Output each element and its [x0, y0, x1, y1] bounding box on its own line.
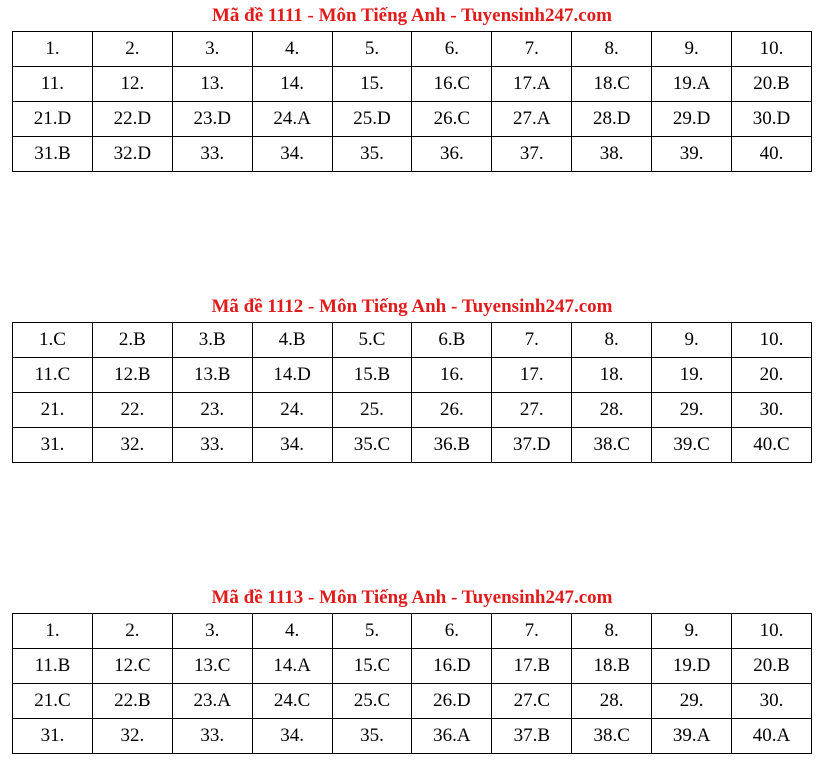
answer-cell: 32. — [92, 428, 172, 463]
section-title: Mã đề 1112 - Môn Tiếng Anh - Tuyensinh247.com — [211, 296, 613, 317]
answer-cell: 37. — [492, 137, 572, 172]
answer-cell: 27. — [492, 393, 572, 428]
answer-cell: 14. — [252, 67, 332, 102]
answer-cell: 13.C — [172, 649, 252, 684]
answer-cell: 31. — [13, 719, 93, 754]
table-row — [13, 102, 812, 137]
table-row — [13, 358, 812, 393]
answer-cell: 15.C — [332, 649, 412, 684]
answer-cell: 12.B — [92, 358, 172, 393]
table-row — [13, 32, 812, 67]
answer-cell: 3. — [172, 32, 252, 67]
answer-cell: 9. — [652, 614, 732, 649]
answer-cell: 28. — [572, 684, 652, 719]
answer-cell: 34. — [252, 428, 332, 463]
answer-cell: 30.D — [732, 102, 812, 137]
answer-cell: 10. — [732, 32, 812, 67]
answer-cell: 4. — [252, 614, 332, 649]
answer-cell: 40.C — [732, 428, 812, 463]
answer-cell: 26.D — [412, 684, 492, 719]
table-row — [13, 137, 812, 172]
answer-cell: 18.C — [572, 67, 652, 102]
answer-cell: 39.A — [652, 719, 732, 754]
answer-cell: 5. — [332, 614, 412, 649]
answer-cell: 1.C — [13, 323, 93, 358]
answer-cell: 10. — [732, 614, 812, 649]
answer-cell: 24.A — [252, 102, 332, 137]
table-row — [13, 67, 812, 102]
answer-cell: 38. — [572, 137, 652, 172]
answer-cell: 12.C — [92, 649, 172, 684]
answer-cell: 32. — [92, 719, 172, 754]
answer-cell: 38.C — [572, 719, 652, 754]
answer-cell: 25. — [332, 393, 412, 428]
answer-cell: 34. — [252, 137, 332, 172]
answer-cell: 3. — [172, 614, 252, 649]
answer-cell: 39.C — [652, 428, 732, 463]
answer-cell: 25.D — [332, 102, 412, 137]
answer-cell: 35. — [332, 137, 412, 172]
answer-cell: 35.C — [332, 428, 412, 463]
answer-cell: 15.B — [332, 358, 412, 393]
answer-cell: 22. — [92, 393, 172, 428]
answer-cell: 13. — [172, 67, 252, 102]
answer-cell: 26. — [412, 393, 492, 428]
answer-cell: 4.B — [252, 323, 332, 358]
answer-cell: 39. — [652, 137, 732, 172]
answer-cell: 37.D — [492, 428, 572, 463]
answer-cell: 19.A — [652, 67, 732, 102]
answer-cell: 36.B — [412, 428, 492, 463]
answer-cell: 2. — [92, 32, 172, 67]
answer-cell: 32.D — [92, 137, 172, 172]
answer-cell: 37.B — [492, 719, 572, 754]
answer-cell: 7. — [492, 323, 572, 358]
answer-section-1111 — [12, 1, 812, 172]
answer-section-1113 — [12, 583, 812, 754]
answer-cell: 18. — [572, 358, 652, 393]
answer-cell: 23.A — [172, 684, 252, 719]
answer-cell: 8. — [572, 32, 652, 67]
answer-cell: 6. — [412, 32, 492, 67]
answer-cell: 1. — [13, 614, 93, 649]
answer-cell: 17.B — [492, 649, 572, 684]
answer-cell: 31.B — [13, 137, 93, 172]
answer-cell: 40. — [732, 137, 812, 172]
answer-cell: 8. — [572, 614, 652, 649]
answer-cell: 7. — [492, 614, 572, 649]
answer-cell: 15. — [332, 67, 412, 102]
answer-cell: 28. — [572, 393, 652, 428]
answer-cell: 20.B — [732, 67, 812, 102]
answer-table — [12, 322, 812, 463]
answer-cell: 18.B — [572, 649, 652, 684]
answer-table — [12, 613, 812, 754]
answer-cell: 25.C — [332, 684, 412, 719]
answer-cell: 8. — [572, 323, 652, 358]
answer-cell: 21.D — [13, 102, 93, 137]
answer-cell: 16. — [412, 358, 492, 393]
answer-cell: 6.B — [412, 323, 492, 358]
answer-cell: 30. — [732, 684, 812, 719]
answer-cell: 19. — [652, 358, 732, 393]
table-row — [13, 614, 812, 649]
answer-cell: 40.A — [732, 719, 812, 754]
table-row — [13, 649, 812, 684]
answer-cell: 24. — [252, 393, 332, 428]
answer-cell: 16.C — [412, 67, 492, 102]
table-row — [13, 428, 812, 463]
answer-section-1112 — [12, 292, 812, 463]
answer-cell: 10. — [732, 323, 812, 358]
answer-cell: 23.D — [172, 102, 252, 137]
answer-cell: 1. — [13, 32, 93, 67]
answer-cell: 38.C — [572, 428, 652, 463]
answer-cell: 13.B — [172, 358, 252, 393]
answer-cell: 33. — [172, 137, 252, 172]
answer-cell: 9. — [652, 323, 732, 358]
answer-cell: 31. — [13, 428, 93, 463]
answer-cell: 27.C — [492, 684, 572, 719]
answer-cell: 26.C — [412, 102, 492, 137]
section-title: Mã đề 1111 - Môn Tiếng Anh - Tuyensinh247.com — [212, 5, 612, 26]
table-row — [13, 684, 812, 719]
answer-cell: 14.A — [252, 649, 332, 684]
answer-cell: 2. — [92, 614, 172, 649]
answer-cell: 11.C — [13, 358, 93, 393]
answer-cell: 17. — [492, 358, 572, 393]
table-row — [13, 393, 812, 428]
answer-cell: 36. — [412, 137, 492, 172]
answer-cell: 5.C — [332, 323, 412, 358]
answer-cell: 16.D — [412, 649, 492, 684]
answer-cell: 4. — [252, 32, 332, 67]
answer-cell: 34. — [252, 719, 332, 754]
answer-cell: 11. — [13, 67, 93, 102]
answer-cell: 19.D — [652, 649, 732, 684]
answer-cell: 9. — [652, 32, 732, 67]
answer-cell: 11.B — [13, 649, 93, 684]
answer-cell: 21. — [13, 393, 93, 428]
answer-table — [12, 31, 812, 172]
answer-cell: 36.A — [412, 719, 492, 754]
answer-cell: 6. — [412, 614, 492, 649]
answer-cell: 27.A — [492, 102, 572, 137]
answer-cell: 33. — [172, 428, 252, 463]
answer-cell: 2.B — [92, 323, 172, 358]
answer-cell: 33. — [172, 719, 252, 754]
answer-cell: 17.A — [492, 67, 572, 102]
answer-cell: 20. — [732, 358, 812, 393]
answer-cell: 12. — [92, 67, 172, 102]
answer-cell: 28.D — [572, 102, 652, 137]
answer-cell: 3.B — [172, 323, 252, 358]
answer-cell: 22.B — [92, 684, 172, 719]
answer-cell: 20.B — [732, 649, 812, 684]
answer-cell: 29. — [652, 393, 732, 428]
section-title: Mã đề 1113 - Môn Tiếng Anh - Tuyensinh247.com — [211, 587, 613, 608]
answer-cell: 14.D — [252, 358, 332, 393]
answer-cell: 29. — [652, 684, 732, 719]
table-row — [13, 323, 812, 358]
answer-cell: 30. — [732, 393, 812, 428]
answer-cell: 7. — [492, 32, 572, 67]
answer-cell: 24.C — [252, 684, 332, 719]
answer-cell: 21.C — [13, 684, 93, 719]
answer-cell: 35. — [332, 719, 412, 754]
answer-cell: 23. — [172, 393, 252, 428]
answer-cell: 5. — [332, 32, 412, 67]
answer-cell: 29.D — [652, 102, 732, 137]
answer-cell: 22.D — [92, 102, 172, 137]
table-row — [13, 719, 812, 754]
